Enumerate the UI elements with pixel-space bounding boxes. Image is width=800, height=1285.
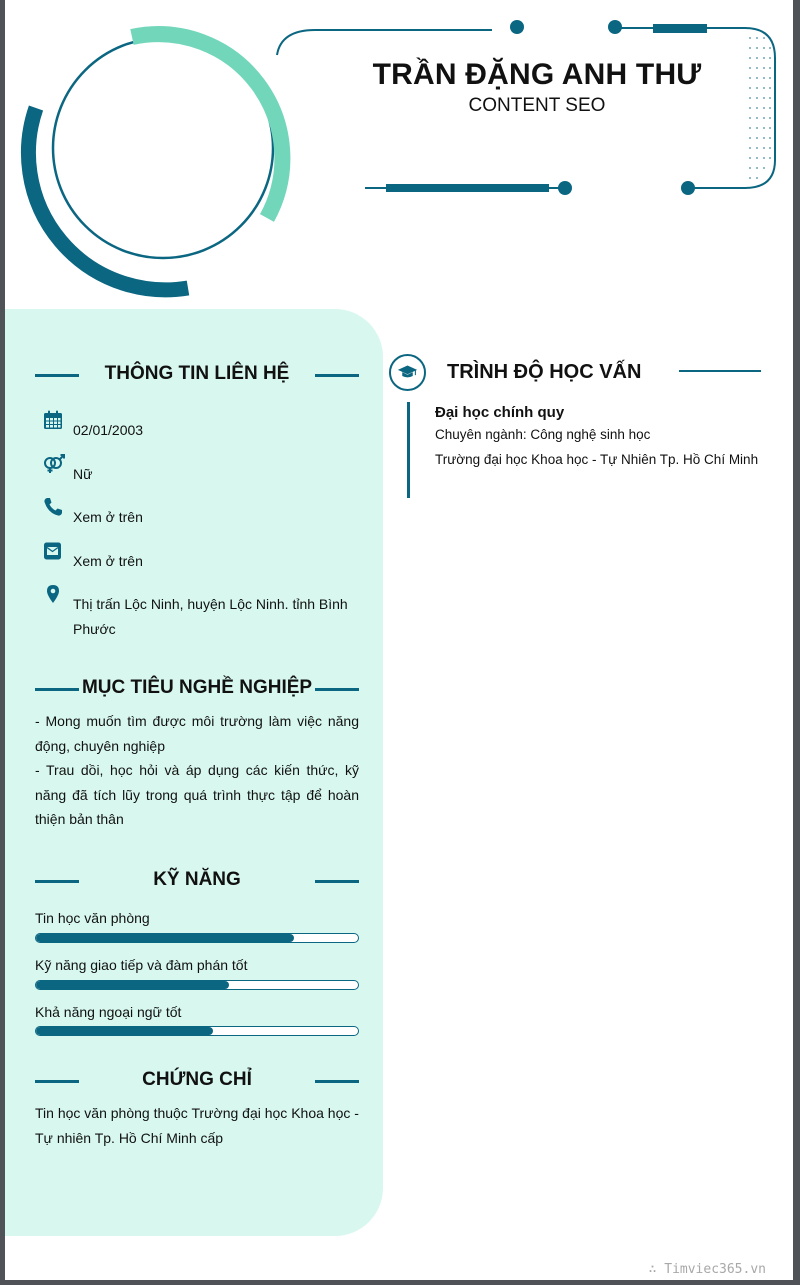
accent-arc — [132, 34, 282, 218]
contact-section-header — [35, 360, 359, 390]
phone-icon — [43, 497, 63, 517]
education-entry — [407, 402, 789, 498]
objective-section-header — [35, 674, 359, 704]
phone-value: Xem ở trên — [73, 509, 143, 525]
objective-text-1: - Mong muốn tìm được môi trường làm việc năng động, chuyên nghiệp — [35, 713, 359, 754]
graduation-cap-icon — [397, 362, 418, 383]
skill-bar — [35, 1026, 359, 1036]
objective-section-title: MỤC TIÊU NGHỀ NGHIỆP — [81, 677, 313, 698]
objective-text-2: - Trau dồi, học hỏi và áp dụng các kiến thức, kỹ năng đã tích lũy trong quá trình thực tập để hoàn thiện bản thân — [35, 762, 359, 827]
education-major: Chuyên ngành: Công nghệ sinh học — [435, 427, 651, 442]
divider-line — [315, 374, 359, 377]
education-section-header — [389, 354, 761, 392]
email-icon — [43, 541, 63, 561]
education-school: Trường đại học Khoa học - Tự Nhiên Tp. Hồ Chí Minh — [435, 451, 759, 467]
divider-line — [315, 688, 359, 691]
candidate-role: CONTENT SEO — [468, 95, 606, 116]
divider-line — [315, 880, 359, 883]
cv-page — [5, 0, 793, 1280]
education-degree: Đại học chính quy — [435, 404, 565, 421]
skills-section-title: KỸ NĂNG — [153, 869, 241, 890]
watermark: ∴ Timviec365.vn — [648, 1262, 766, 1277]
gender-icon — [43, 454, 67, 474]
education-icon-badge — [389, 354, 426, 391]
skill-bar-fill — [36, 934, 294, 942]
skill-label: Khả năng ngoại ngữ tốt — [35, 1004, 182, 1020]
skills-section-header — [35, 866, 359, 896]
primary-arc — [28, 108, 188, 290]
skill-bar-fill — [36, 1027, 213, 1035]
skill-label: Kỹ năng giao tiếp và đàm phán tốt — [35, 957, 248, 973]
divider-line — [679, 370, 761, 372]
calendar-icon — [43, 410, 63, 430]
skill-bar — [35, 980, 359, 990]
address-value: Thị trấn Lộc Ninh, huyện Lộc Ninh. tỉnh Bình Phước — [73, 596, 348, 637]
email-value: Xem ở trên — [73, 553, 143, 569]
education-section-title: TRÌNH ĐỘ HỌC VẤN — [447, 361, 642, 383]
candidate-name: TRẦN ĐẶNG ANH THƯ — [372, 58, 702, 91]
location-icon — [43, 584, 63, 604]
certificates-text: Tin học văn phòng thuộc Trường đại học Khoa học - Tự nhiên Tp. Hồ Chí Minh cấp — [35, 1105, 359, 1146]
header-decoration — [5, 0, 793, 310]
contact-section-title: THÔNG TIN LIÊN HỆ — [104, 363, 290, 384]
skill-bar — [35, 933, 359, 943]
certificates-section-header — [35, 1066, 359, 1096]
divider-line — [315, 1080, 359, 1083]
certificates-section-title: CHỨNG CHỈ — [142, 1069, 252, 1090]
skill-label: Tin học văn phòng — [35, 910, 150, 926]
gender-value: Nữ — [73, 466, 93, 482]
birthday-value: 02/01/2003 — [73, 422, 144, 438]
skill-bar-fill — [36, 981, 229, 989]
